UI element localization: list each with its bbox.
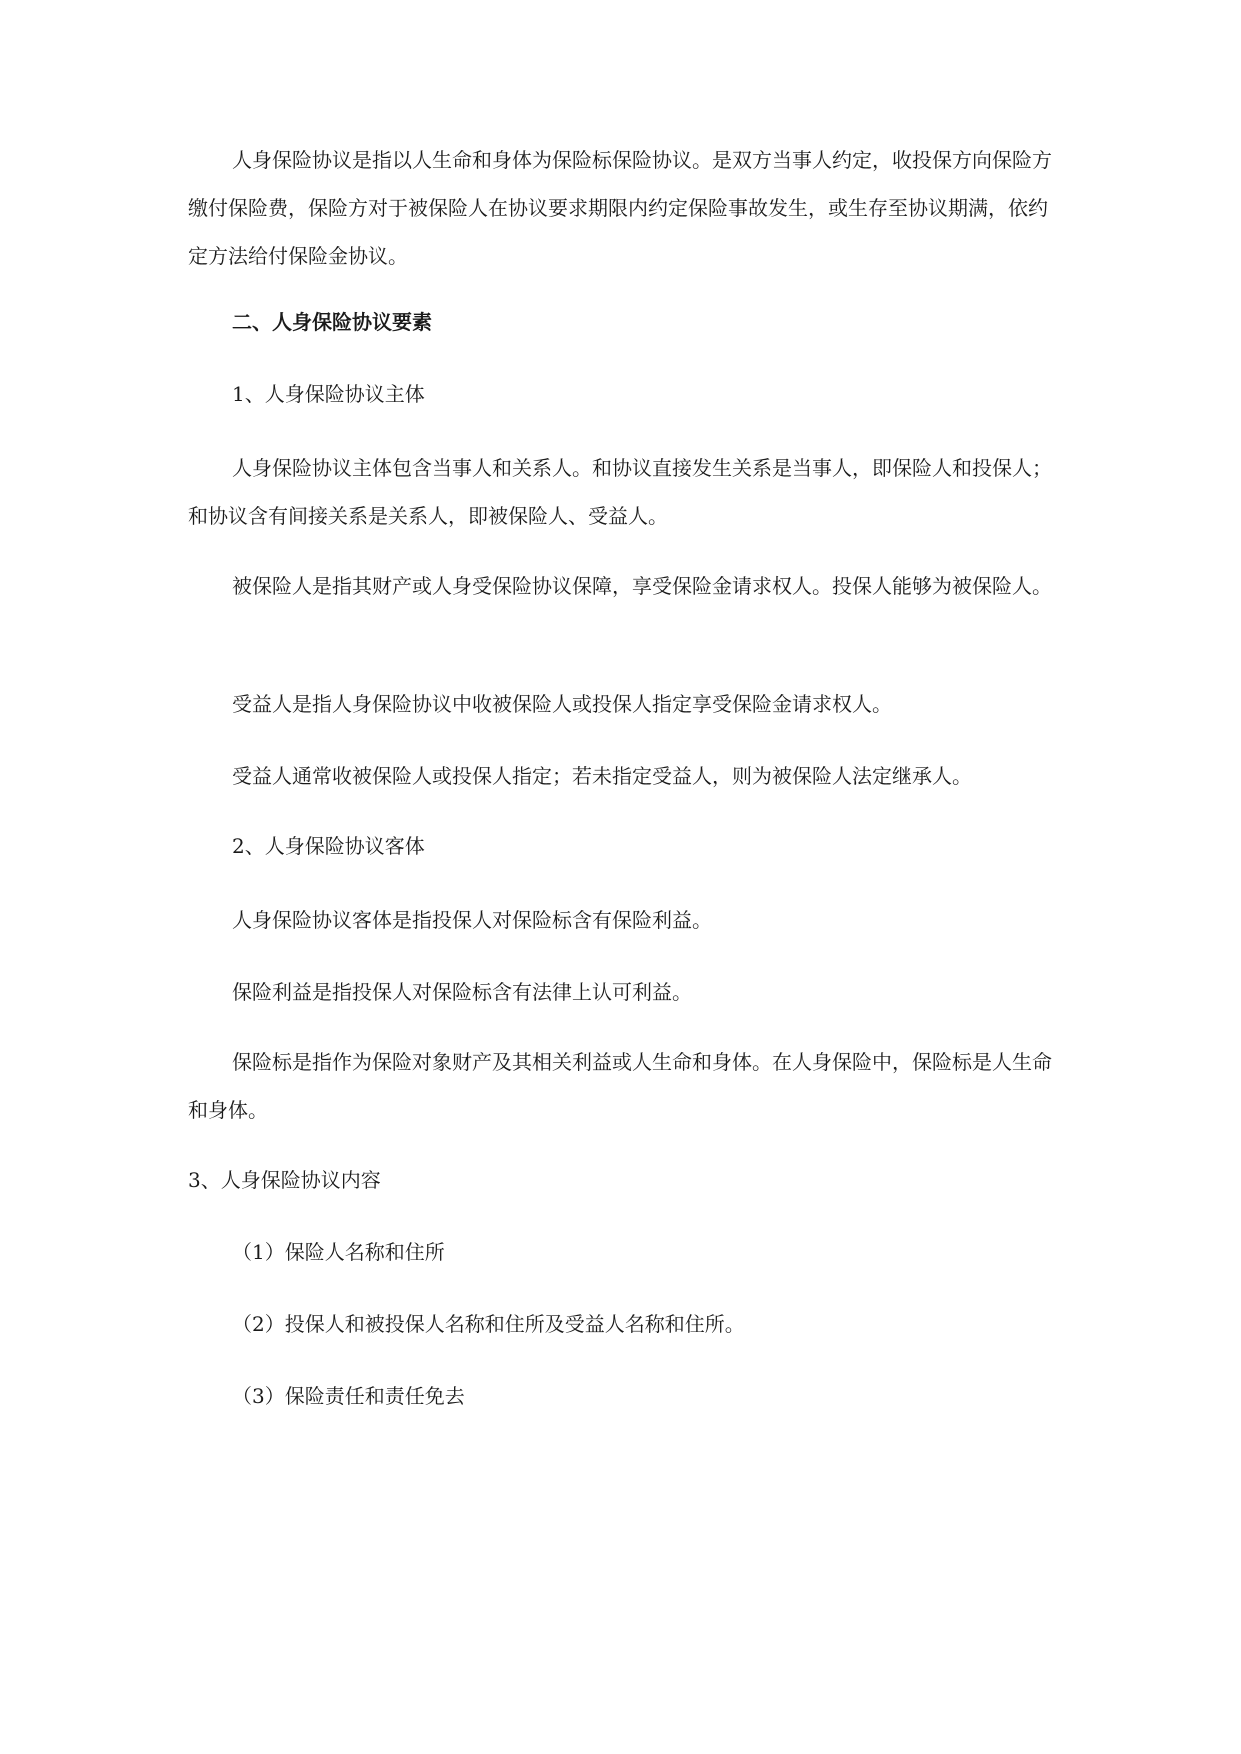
beneficiary-paragraph: 受益人是指人身保险协议中收被保险人或投保人指定享受保险金请求权人。 [232, 692, 892, 716]
subsection-heading-content: 3、人身保险协议内容 [188, 1168, 381, 1192]
subject-matter-paragraph: 保险标是指作为保险对象财产及其相关利益或人生命和身体。在人身保险中，保险标是人生命和身体。 [188, 1050, 1052, 1122]
insured-paragraph: 被保险人是指其财产或人身受保险协议保障，享受保险金请求权人。投保人能够为被保险人。 [232, 574, 1052, 598]
insurable-interest-paragraph: 保险利益是指投保人对保险标含有法律上认可利益。 [232, 980, 692, 1004]
intro-paragraph: 人身保险协议是指以人生命和身体为保险标保险协议。是双方当事人约定，收投保方向保险方缴付保险费，保险方对于被保险人在协议要求期限内约定保险事故发生，或生存至协议期满，依约定方法给付保险金协议。 [188, 148, 1052, 268]
list-item: （2）投保人和被投保人名称和住所及受益人名称和住所。 [232, 1312, 745, 1336]
subsection-heading-object: 2、人身保险协议客体 [232, 834, 425, 858]
subsection-heading-subject: 1、人身保险协议主体 [232, 382, 425, 406]
object-paragraph: 人身保险协议客体是指投保人对保险标含有保险利益。 [232, 908, 712, 932]
subject-paragraph: 人身保险协议主体包含当事人和关系人。和协议直接发生关系是当事人，即保险人和投保人；和协议含有间接关系是关系人，即被保险人、受益人。 [188, 456, 1052, 528]
section-heading: 二、人身保险协议要素 [232, 310, 432, 334]
beneficiary-designation-paragraph: 受益人通常收被保险人或投保人指定；若未指定受益人，则为被保险人法定继承人。 [232, 764, 972, 788]
list-item: （3）保险责任和责任免去 [232, 1384, 465, 1408]
list-item: （1）保险人名称和住所 [232, 1240, 445, 1264]
